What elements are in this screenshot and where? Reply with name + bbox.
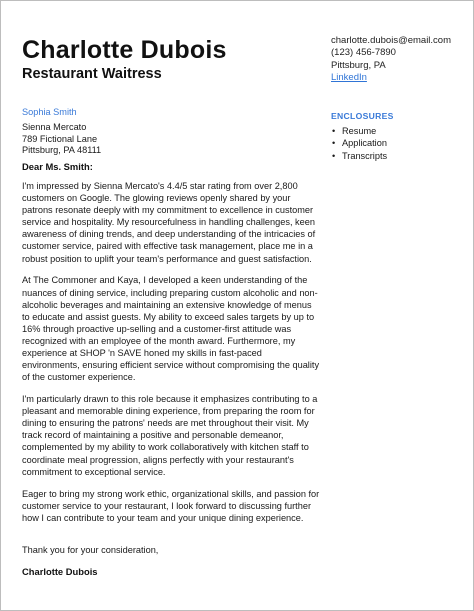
- recipient-street: 789 Fictional Lane: [22, 133, 98, 144]
- recipient-company: Sienna Mercato: [22, 122, 87, 132]
- contact-location: Pittsburg, PA: [331, 59, 386, 71]
- enclosure-label: Application: [342, 138, 387, 149]
- contact-email: charlotte.dubois@email.com: [331, 35, 452, 46]
- contact-phone: (123) 456-7890: [331, 47, 396, 59]
- enclosure-item: [331, 137, 387, 149]
- letter-body: [22, 180, 320, 534]
- enclosure-item: [331, 150, 387, 162]
- bullet-icon: •: [332, 126, 336, 136]
- recipient-address: [22, 122, 101, 157]
- contact-block: [331, 35, 451, 85]
- linkedin-link[interactable]: LinkedIn: [331, 72, 367, 84]
- enclosures-heading: ENCLOSURES: [331, 111, 394, 121]
- paragraph: Eager to bring my strong work ethic, organizational skills, and passion for customer service to your restaurant, I look forward to discussing further how I can contribute to your team and your unique dining experience.: [22, 488, 320, 523]
- recipient-name: Sophia Smith: [22, 107, 77, 117]
- signature-name: Charlotte Dubois: [22, 566, 98, 577]
- closing: Thank you for your consideration,: [22, 545, 159, 555]
- bullet-icon: •: [332, 150, 336, 161]
- bullet-icon: •: [332, 138, 336, 149]
- enclosures-list: [331, 125, 387, 162]
- enclosure-label: Transcripts: [342, 150, 388, 161]
- salutation: Dear Ms. Smith:: [22, 161, 93, 172]
- job-title: Restaurant Waitress: [22, 66, 162, 82]
- enclosure-item: [331, 125, 387, 137]
- applicant-name: Charlotte Dubois: [22, 36, 227, 64]
- recipient-city: Pittsburg, PA 48111: [22, 145, 102, 155]
- paragraph: At The Commoner and Kaya, I developed a keen understanding of the nuances of dining service, including preparing custom alcoholic and non-alcoholic beverages and maintaining an extensive knowledge of menus to educate and assist guests. My ability to exceed sales targets by up to 16% through proactive up-selling and a customer-first attitude was recognized with an employee of the month award. Furthermore, my experience at SHOP 'n SAVE honed my skills in fast-paced environments, ensuring efficient service without compromising the quality of the customer experience.: [22, 275, 320, 383]
- paragraph: I'm particularly drawn to this role because it emphasizes contributing to a pleasant and memorable dining experience, from preparing the room for dining to ensuring the patrons' needs are met throughout their visit. My track record of maintaining a positive and personable demeanor, complemented by my ability to work collaboratively with kitchen staff to coordinate meal progression, aligns perfectly with your restaurant's commitment to exceptional service.: [22, 394, 318, 477]
- paragraph: I'm impressed by Sienna Mercato's 4.4/5 star rating from over 2,800 customers on Google. The glowing reviews openly shared by your patrons resonate deeply with my commitment to excellence in customer service and hospitality. My resourcefulness in handling challenges, keen awareness of dining trends, and deep understanding of the intricacies of customer service, paired with effective task management, place me in a robust position to uplift your team's performance and guest satisfaction.: [22, 181, 316, 264]
- enclosure-label: Resume: [342, 126, 377, 136]
